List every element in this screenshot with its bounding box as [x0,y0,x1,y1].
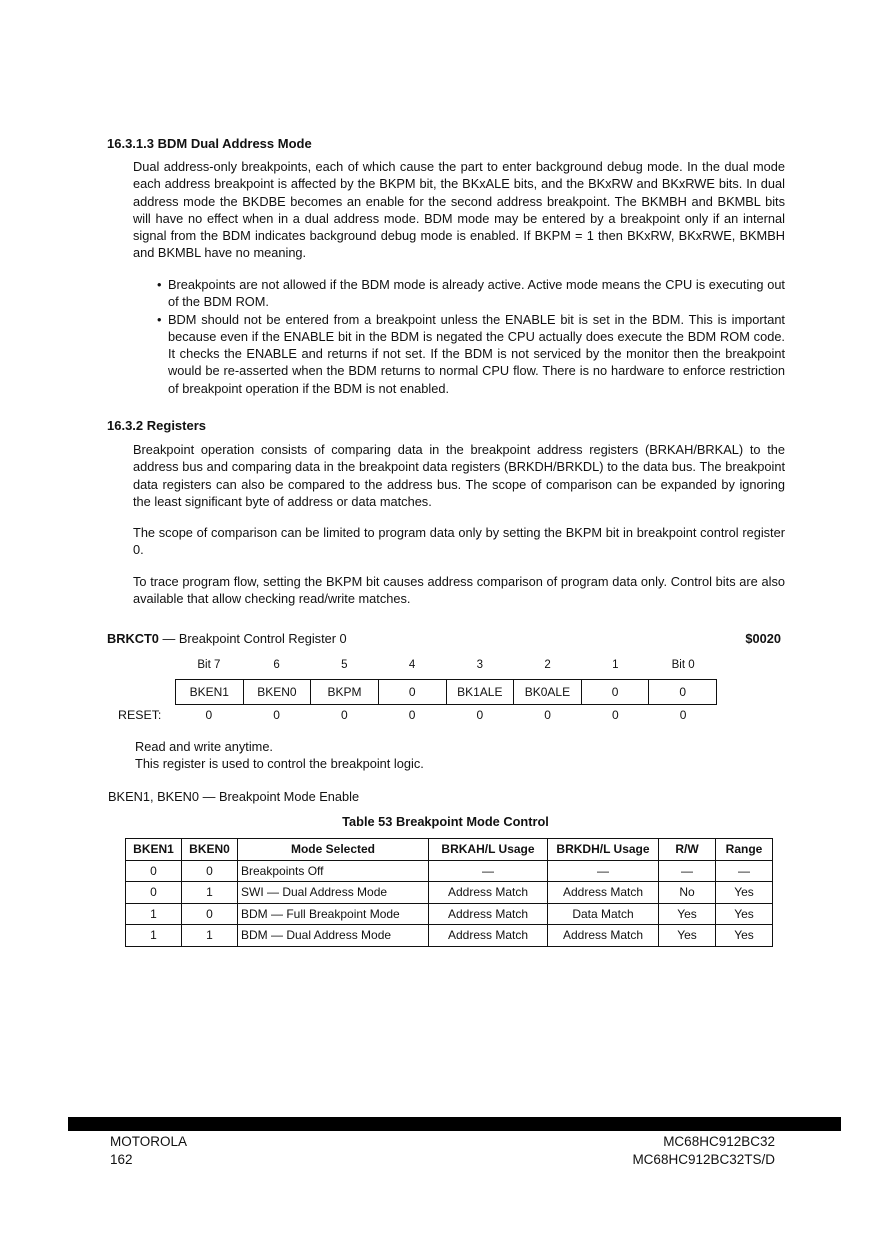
bit-number: 5 [341,659,348,671]
column-header: R/W [659,839,716,861]
bit-number: 4 [408,659,416,671]
table-cell: Address Match [548,882,659,904]
field-description-title: BKEN1, BKEN0 — Breakpoint Mode Enable [108,789,360,804]
column-header: BRKDH/L Usage [548,839,659,861]
table-cell: 0 [182,860,238,882]
table-cell: 0 [126,860,182,882]
registers-paragraph-3: To trace program flow, setting the BKPM bit causes address comparison of program data only. Control bits are also available that allow checking read/write matches. [133,574,785,607]
bit-number-row [175,659,717,671]
register-bit: BKEN0 [244,680,312,704]
table-cell: 1 [126,925,182,947]
column-header: BKEN0 [182,839,238,861]
column-header: Range [716,839,773,861]
bit-number: Bit 7 [197,659,221,671]
table-cell: 1 [182,925,238,947]
column-header: BRKAH/L Usage [429,839,548,861]
reset-value: 0 [679,708,687,722]
footer-rule [68,1117,841,1131]
bullet-symbol: • [157,277,162,292]
table-row [126,860,773,882]
register-description: — Breakpoint Control Register 0 [158,631,347,646]
breakpoint-mode-table [125,838,773,947]
footer-page-number: 162 [110,1152,133,1167]
footer-document-number: MC68HC912BC32TS/D [632,1152,775,1167]
footer-publisher: MOTOROLA [110,1134,188,1149]
bullet-text: BDM should not be entered from a breakpoint unless the ENABLE bit is set in the BDM. This is important because even if the ENABLE bit in the BDM is negated the CPU actually does execute the BDM ROM code. It checks the ENABLE and returns if not set. If the BDM is not serviced by the monitor then the breakpoint would be re-asserted when the BDM returns to normal CPU flow. There is no hardware to enforce restriction of breakpoint operation if the BDM is not enabled. [168,311,785,396]
table-cell: 1 [182,882,238,904]
table-cell: Address Match [548,925,659,947]
table-row [126,882,773,904]
table-cell: Data Match [548,903,659,925]
table-cell: Address Match [429,903,548,925]
register-note: Read and write anytime. [135,739,273,754]
table-cell: Yes [716,903,773,925]
table-caption: Table 53 Breakpoint Mode Control [342,814,549,829]
table-cell: Yes [659,925,716,947]
bit-number: Bit 0 [671,659,695,671]
table-cell: Address Match [429,925,548,947]
bullet-item [157,276,785,311]
reset-value-row [175,708,717,722]
table-cell: Yes [659,903,716,925]
bit-number: 6 [273,659,280,671]
table-cell: BDM — Full Breakpoint Mode [238,903,429,925]
reset-value: 0 [612,708,619,722]
table-cell: Address Match [429,882,548,904]
table-cell: SWI — Dual Address Mode [238,882,429,904]
register-address: $0020 [745,631,781,646]
register-title [107,631,347,646]
section-heading-bdm-dual-address-mode: 16.3.1.3 BDM Dual Address Mode [107,136,312,151]
column-header: Mode Selected [238,839,429,861]
table-cell: — [429,860,548,882]
bullet-symbol: • [157,311,162,327]
registers-paragraph-2: The scope of comparison can be limited to program data only by setting the BKPM bit in breakpoint control register 0. [133,525,785,558]
bdm-dual-mode-paragraph: Dual address-only breakpoints, each of which cause the part to enter background debug mode. In the dual mode each address breakpoint is affected by the BKPM bit, the BKxALE bits, and the BKxRW and BKxRWE bits. In dual address mode the BKDBE becomes an enable for the second address breakpoint. The BKMBH and BKMBL bits will have no effect when in a dual address mode. BDM mode may be entered by a breakpoint only if an internal signal from the BDM indicates background debug mode is enabled. If BKPM = 1 then BKxRW, BKxRWE, BKMBH and BKMBL have no meaning. [133,159,785,261]
table-cell: Breakpoints Off [238,860,429,882]
table-cell: Yes [716,925,773,947]
reset-value: 0 [476,708,484,722]
column-header: BKEN1 [126,839,182,861]
register-bit: BK1ALE [447,680,515,704]
table-cell: Yes [716,882,773,904]
table-cell: 1 [126,903,182,925]
section-heading-registers: 16.3.2 Registers [107,418,207,433]
table-cell: BDM — Dual Address Mode [238,925,429,947]
bullet-item [157,311,785,397]
bullet-text: Breakpoints are not allowed if the BDM mode is already active. Active mode means the CPU is executing out of the BDM ROM. [168,277,785,310]
reset-value: 0 [205,708,213,722]
register-bit: BKEN1 [176,680,244,704]
reset-value: 0 [408,708,416,722]
footer-part-number: MC68HC912BC32 [663,1134,775,1149]
table-row [126,903,773,925]
register-name: BRKCT0 [107,631,159,646]
bit-number: 3 [476,659,484,671]
table-cell: — [548,860,659,882]
table-cell: 0 [182,903,238,925]
bit-number: 1 [612,659,619,671]
table-cell: — [716,860,773,882]
reset-label: RESET: [118,708,162,722]
register-bit: 0 [679,685,687,699]
table-row [126,925,773,947]
bit-number: 2 [544,659,551,671]
table-header-row [126,839,773,861]
register-bit: 0 [582,680,650,704]
bdm-bullet-list [157,276,785,397]
reset-value: 0 [273,708,280,722]
register-bit: BKPM [311,680,379,704]
reset-value: 0 [341,708,348,722]
register-bit-field [175,679,717,705]
register-bit: BK0ALE [514,680,582,704]
table-cell: — [659,860,716,882]
table-cell: No [659,882,716,904]
table-cell: 0 [126,882,182,904]
registers-paragraph-1: Breakpoint operation consists of comparing data in the breakpoint address registers (BRKAH/BRKAL) to the address bus and comparing data in the breakpoint data registers (BRKDH/BRKDL) to the data bus. The breakpoint data registers can also be compared to the address bus. The scope of comparison can be expanded by ignoring the least significant byte of address or data matches. [133,442,785,509]
reset-value: 0 [544,708,551,722]
register-bit: 0 [379,680,447,704]
register-note: This register is used to control the breakpoint logic. [135,756,424,771]
